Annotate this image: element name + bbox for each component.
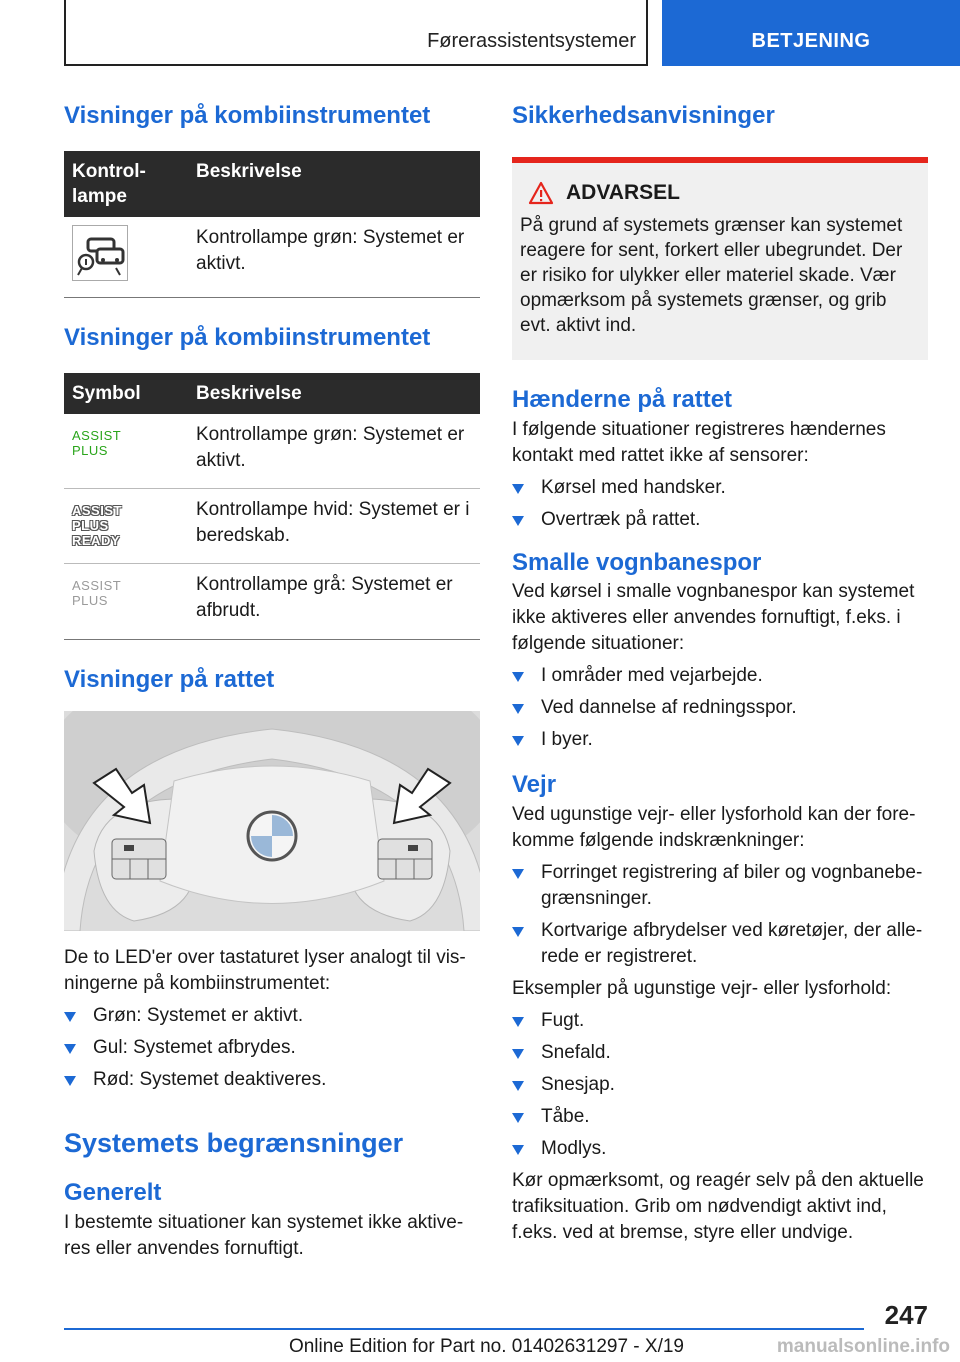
narrow-text: Ved kørsel i smalle vognbanespor kan systemet ikke aktiveres eller anvendes fornuftigt, f.eks. i følgende situationer: (512, 581, 915, 655)
bullet-triangle-icon (512, 1017, 524, 1027)
list-item: Ved dannelse af redningsspor. (512, 695, 928, 721)
bullet-triangle-icon (512, 1049, 524, 1059)
table-row (64, 564, 480, 640)
table1-symbol-cell (64, 217, 188, 298)
assist-plus-ready-icon: ASSIST PLUS READY (64, 489, 188, 564)
weather-list (512, 860, 928, 970)
bullet-triangle-icon (512, 484, 524, 494)
table1-header-col2: Beskrivelse (188, 151, 480, 217)
table1-desc-cell: Kontrollampe grøn: Systemet er aktivt. (188, 217, 480, 298)
table-symbol (64, 373, 480, 641)
examples-text: Eksempler på ugunstige vejr- eller lysforhold: (512, 978, 892, 1000)
hands-list (512, 475, 928, 533)
table2-header-col1: Symbol (64, 373, 188, 414)
list-item: Snefald. (512, 1040, 928, 1066)
bullet-triangle-icon (512, 1145, 524, 1155)
bullet-triangle-icon (512, 704, 524, 714)
weather-text: Ved ugunstige vejr- eller lysforhold kan der fore-komme følgende indskrænkninger: (512, 804, 916, 852)
list-item: Gul: Systemet afbrydes. (64, 1035, 480, 1061)
table-row (64, 414, 480, 489)
list-item: Kørsel med handsker. (512, 475, 928, 501)
table2-desc-3: Kontrollampe grå: Systemet er afbrudt. (188, 564, 480, 640)
list-item: Modlys. (512, 1136, 928, 1162)
list-item: Grøn: Systemet er aktivt. (64, 1003, 480, 1029)
closing-text: Kør opmærksomt, og reagér selv på den aktuelle trafiksituation. Grib om nødvendigt aktivt ind, f.eks. ved at bremse, styre eller undvige. (512, 1170, 924, 1244)
header-underline (64, 64, 648, 66)
footer-watermark: manualsonline.info (776, 1336, 950, 1357)
heading-kombiinstrument-2: Visninger på kombiinstrumentet (64, 323, 431, 351)
warning-box (512, 157, 928, 360)
list-item: Forringet registrering af biler og vognbanebe-grænsninger. (512, 860, 928, 912)
wheel-led-text: De to LED'er over tastaturet lyser analogt til vis-ningerne på kombiinstrumentet: (64, 946, 466, 994)
bullet-triangle-icon (512, 516, 524, 526)
list-item: Snesjap. (512, 1072, 928, 1098)
bullet-triangle-icon (512, 927, 524, 937)
warning-text: På grund af systemets grænser kan systemet reagere for sent, forkert eller ubegrundet. Der er risiko for ulykker eller materiel skade. Vær opmærksom på systemets grænser, og grib evt. aktivt ind. (520, 214, 903, 336)
table-row (64, 489, 480, 564)
header-divider-right (646, 0, 648, 66)
right-column (512, 100, 928, 1246)
footer-rule (64, 1328, 864, 1330)
bullet-triangle-icon (512, 1081, 524, 1091)
list-item: Overtræk på rattet. (512, 507, 928, 533)
lane-assist-car-icon (72, 225, 128, 281)
hands-text: I følgende situationer registreres hændernes kontakt med rattet ikke af sensorer: (512, 418, 886, 466)
page-number: 247 (884, 1300, 928, 1330)
wheel-led-list (64, 1003, 480, 1093)
bullet-triangle-icon (512, 869, 524, 879)
warning-triangle-icon (528, 181, 554, 205)
table-row (64, 217, 480, 298)
bullet-triangle-icon (512, 1113, 524, 1123)
heading-sikkerhed: Sikkerhedsanvisninger (512, 102, 775, 129)
header-section-title: Førerassistentsystemer (427, 30, 636, 52)
warning-title: ADVARSEL (520, 181, 920, 205)
steering-wheel-illustration (64, 711, 480, 931)
table2-desc-1: Kontrollampe grøn: Systemet er aktivt. (188, 414, 480, 489)
bullet-triangle-icon (64, 1012, 76, 1022)
list-item: I områder med vejarbejde. (512, 663, 928, 689)
bullet-triangle-icon (512, 672, 524, 682)
list-item: Fugt. (512, 1008, 928, 1034)
examples-list (512, 1008, 928, 1162)
heading-kombiinstrument-1: Visninger på kombiinstrumentet (64, 102, 431, 129)
heading-haenderne: Hænderne på rattet (512, 385, 733, 413)
assist-plus-green-icon: ASSIST PLUS (64, 414, 188, 489)
table1-header-col1: Kontrol-lampe (64, 151, 188, 217)
table-kontrollampe (64, 151, 480, 298)
footer-edition: Online Edition for Part no. 01402631297 - X/19 (288, 1336, 684, 1357)
heading-vejr: Vejr (512, 771, 557, 799)
left-column (64, 100, 480, 1262)
list-item: Tåbe. (512, 1104, 928, 1130)
list-item: Kortvarige afbrydelser ved køretøjer, der alle-rede er registreret. (512, 918, 928, 970)
list-item: Rød: Systemet deaktiveres. (64, 1067, 480, 1093)
heading-rattet: Visninger på rattet (64, 666, 275, 694)
table2-header-col2: Beskrivelse (188, 373, 480, 414)
bullet-triangle-icon (64, 1076, 76, 1086)
heading-smalle-vognbanespor: Smalle vognbanespor (512, 548, 762, 576)
bullet-triangle-icon (512, 736, 524, 746)
general-text: I bestemte situationer kan systemet ikke aktive-res eller anvendes fornuftigt. (64, 1212, 464, 1260)
heading-generelt: Generelt (64, 1179, 162, 1207)
heading-begraensninger: Systemets begrænsninger (64, 1127, 404, 1158)
assist-plus-grey-icon: ASSIST PLUS (64, 564, 188, 640)
table2-desc-2: Kontrollampe hvid: Systemet er i beredskab. (188, 489, 480, 564)
narrow-list (512, 663, 928, 753)
list-item: I byer. (512, 727, 928, 753)
header-chapter-tab: BETJENING (662, 0, 960, 66)
bullet-triangle-icon (64, 1044, 76, 1054)
